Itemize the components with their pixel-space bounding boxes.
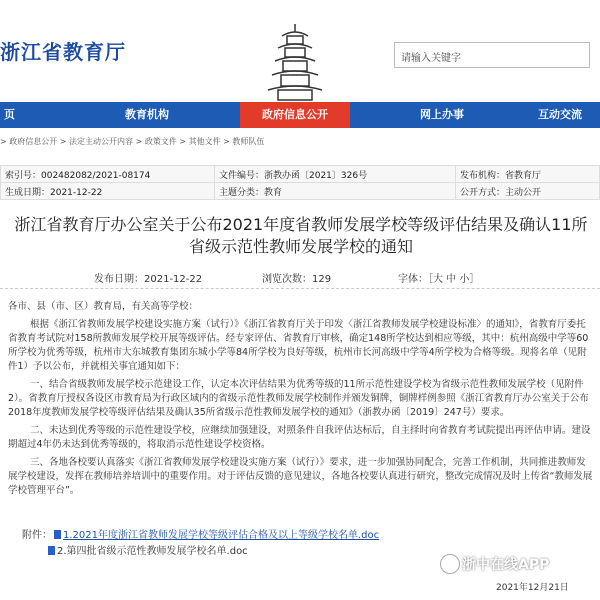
attachment-row [22, 544, 379, 560]
doc-icon [54, 530, 61, 539]
article-info-bar [0, 266, 600, 289]
paragraph: 一、结合省级教师发展学校示范建设工作，认定本次评估结果为优秀等级的11所示范性建设学校为省级示范性教师发展学校（见附件2）。省教育厅授权各设区市教育局为行政区域内的省级示范性教师发展学校制作并颁发铜牌，铜牌样例参照《浙江省教育厅办公室关于公布2018年度教师发展学校等级评估结果及确认35所省级示范性教师发展学校的通知》（浙教办函〔2019〕247号）要求。 [8, 379, 589, 418]
pagoda-icon [262, 22, 328, 102]
date-stamp: 2021年12月21日 [496, 583, 569, 593]
site-header [0, 0, 600, 102]
view-count: 浏览次数：129 [262, 274, 332, 285]
search-input[interactable]: 请输入关键字 [394, 42, 590, 68]
attachments [22, 528, 379, 560]
salutation: 各市、县（市、区）教育局，有关高等学校： [8, 301, 199, 312]
meta-subject: 主题分类：教育 [215, 183, 456, 200]
paragraph: 根据《浙江省教师发展学校建设实施方案（试行）》《浙江省教育厅关于印发〈浙江省教师发展学校建设标准〉的通知》，省教育厅委托省教育考试院对158所教师发展学校开展等级评估。经专家评估、省教育厅审核，确定148所学校达到相应等级，其中：杭州高级中学等60所学校为优秀等级，杭州市大东城教育集团东城小学等84所学校为良好等级，杭州市长河高级中学等4所学校为合格等级。现将名单（见附件1）予以公布，并就相关事宜通知如下： [8, 319, 589, 372]
attachment-link-1[interactable]: 1.2021年度浙江省教师发展学校等级评估合格及以上等级学校名单.doc [63, 530, 380, 541]
article-body [8, 300, 594, 502]
nav-item-institutions[interactable]: 教育机构 [125, 108, 169, 121]
document-meta-table [0, 165, 600, 200]
paragraph: 三、各地各校要认真落实《浙江省教师发展学校建设实施方案（试行）》要求，进一步加强协同配合，完善工作机制，共同推进教师发展学校建设，发挥在教师培养培训中的重要作用。对于评估反馈的意见建议，各地各校要认真进行研究，整改完成情况及时上传省“教师发展学校管理平台”。 [8, 457, 593, 496]
nav-item-gov-info[interactable]: 政府信息公开 [240, 102, 350, 128]
article-title: 浙江省教育厅办公室关于公布2021年度省教师发展学校等级评估结果及确认11所省级示范性教师发展学校的通知 [14, 215, 588, 256]
meta-gen-date: 生成日期：2021-12-22 [1, 183, 215, 200]
meta-open-mode: 公开方式：主动公开 [456, 183, 600, 200]
nav-item-online-service[interactable]: 网上办事 [420, 108, 464, 121]
watermark: 浙中在线APP [462, 557, 550, 573]
main-nav [0, 102, 600, 128]
paragraph: 二、未达到优秀等级的示范性建设学校，应继续加强建设，对照条件自我评估达标后，自主择时向省教育考试院提出再评估申请。建设期超过4年仍未达到优秀等级的，将取消示范性建设学校资格。 [8, 425, 591, 450]
meta-doc-no: 文件编号：浙教办函〔2021〕326号 [215, 166, 456, 183]
doc-icon [48, 546, 55, 555]
nav-item-interaction[interactable]: 互动交流 [538, 108, 582, 121]
attachment-link-2[interactable]: 2.第四批省级示范性教师发展学校名单.doc [57, 546, 248, 557]
app-logo-icon [440, 554, 460, 574]
attachment-row [22, 528, 379, 544]
meta-issuer: 发布机构：省教育厅 [456, 166, 600, 183]
breadcrumb[interactable]: > 政府信息公开 > 法定主动公开内容 > 政策文件 > 其他文件 > 教师队伍 [0, 137, 265, 146]
meta-index: 索引号：002482082/2021-08174 [1, 166, 215, 183]
pub-date: 发布日期：2021-12-22 [94, 274, 203, 285]
nav-item-home[interactable]: 页 [4, 108, 15, 121]
font-size-switch[interactable]: 字体：［大 中 小］ [398, 274, 480, 285]
attach-label: 附件： [22, 530, 52, 541]
site-logo[interactable]: 浙江省教育厅 [0, 40, 126, 64]
